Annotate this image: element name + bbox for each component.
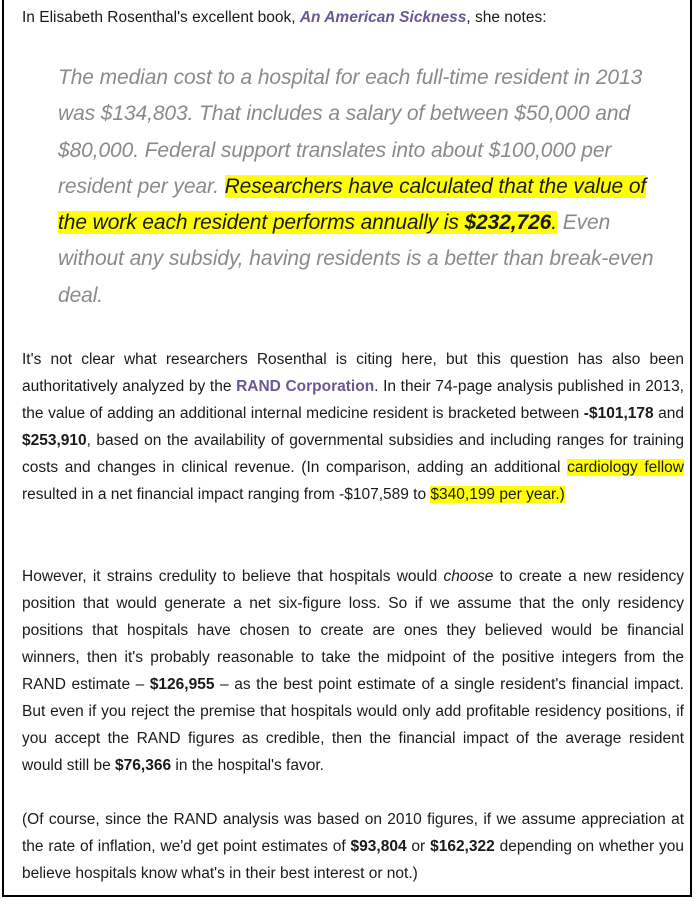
estimate-high: $162,322	[430, 838, 495, 855]
para2-text: – as the best point estimate of a single resident's financial impact. But even if you reject the premise that hospitals would only add profitable residency positions, if you accept the RAND figures as credible, then the financial impact of the average resident would still be	[22, 676, 684, 774]
quote-text-end: Even without any subsidy, having residents is a better than break-even deal.	[58, 211, 654, 307]
choose-emphasis: choose	[443, 568, 494, 585]
paragraph-inflation	[22, 806, 684, 887]
paragraph-midpoint	[22, 563, 684, 779]
average-impact: $76,366	[115, 757, 172, 774]
paragraph-rand	[22, 346, 684, 508]
cardiology-value-highlight: $340,199 per year.)	[430, 486, 565, 503]
para2-text: However, it strains credulity to believe that hospitals would	[22, 568, 444, 585]
cardiology-highlight: cardiology fellow	[567, 459, 684, 476]
quote-text: The median cost to a hospital for each full-time resident in 2013 was $134,803. That includes a salary of between $50,000 and $80,000. Federal support translates into about $100,000 per resident per year.	[58, 66, 643, 198]
para1-text: and	[653, 405, 684, 422]
intro-suffix: , she notes:	[466, 9, 547, 26]
block-quote	[58, 60, 658, 314]
para2-text: in the hospital's favor.	[171, 757, 324, 774]
intro-paragraph	[22, 6, 682, 30]
para2-text: to create a new residency position that would generate a net six-figure loss. So if we assume that the only residency positions that hospitals have chosen to create are ones they believed would be financial winners, then it's probably reasonable to take the midpoint of the positive integers from the RAND estimate –	[22, 568, 684, 693]
quote-highlight: Researchers have calculated that the value of the work each resident performs annually is	[58, 174, 647, 235]
para1-text: . In their 74-page analysis published in 2013, the value of adding an additional internal medicine resident is bracketed between	[22, 378, 684, 422]
midpoint-estimate: $126,955	[149, 676, 215, 693]
quote-highlight-value: $232,726	[464, 211, 552, 235]
intro-text: In Elisabeth Rosenthal's excellent book,	[22, 9, 300, 26]
para1-text: resulted in a net financial impact ranging from -$107,589 to	[22, 486, 431, 503]
para1-text: , based on the availability of governmental subsidies and including ranges for training costs and changes in clinical revenue. (In comparison, adding an additional	[22, 432, 684, 476]
quote-highlight-end: .	[551, 211, 558, 235]
high-estimate: $253,910	[22, 432, 87, 449]
rand-corporation-link[interactable]: RAND Corporation	[236, 378, 375, 395]
para3-text: (Of course, since the RAND analysis was based on 2010 figures, if we assume appreciation at the rate of inflation, we'd get point estimates of	[22, 811, 684, 855]
book-title-link[interactable]: An American Sickness	[299, 9, 467, 26]
low-estimate: -$101,178	[583, 405, 654, 422]
estimate-low: $93,804	[350, 838, 407, 855]
para1-text: It's not clear what researchers Rosenthal is citing here, but this question has also been authoritatively analyzed by the	[22, 351, 684, 395]
para3-text: depending on whether you believe hospitals know what's in their best interest or not.)	[22, 838, 684, 882]
para3-text: or	[406, 838, 431, 855]
